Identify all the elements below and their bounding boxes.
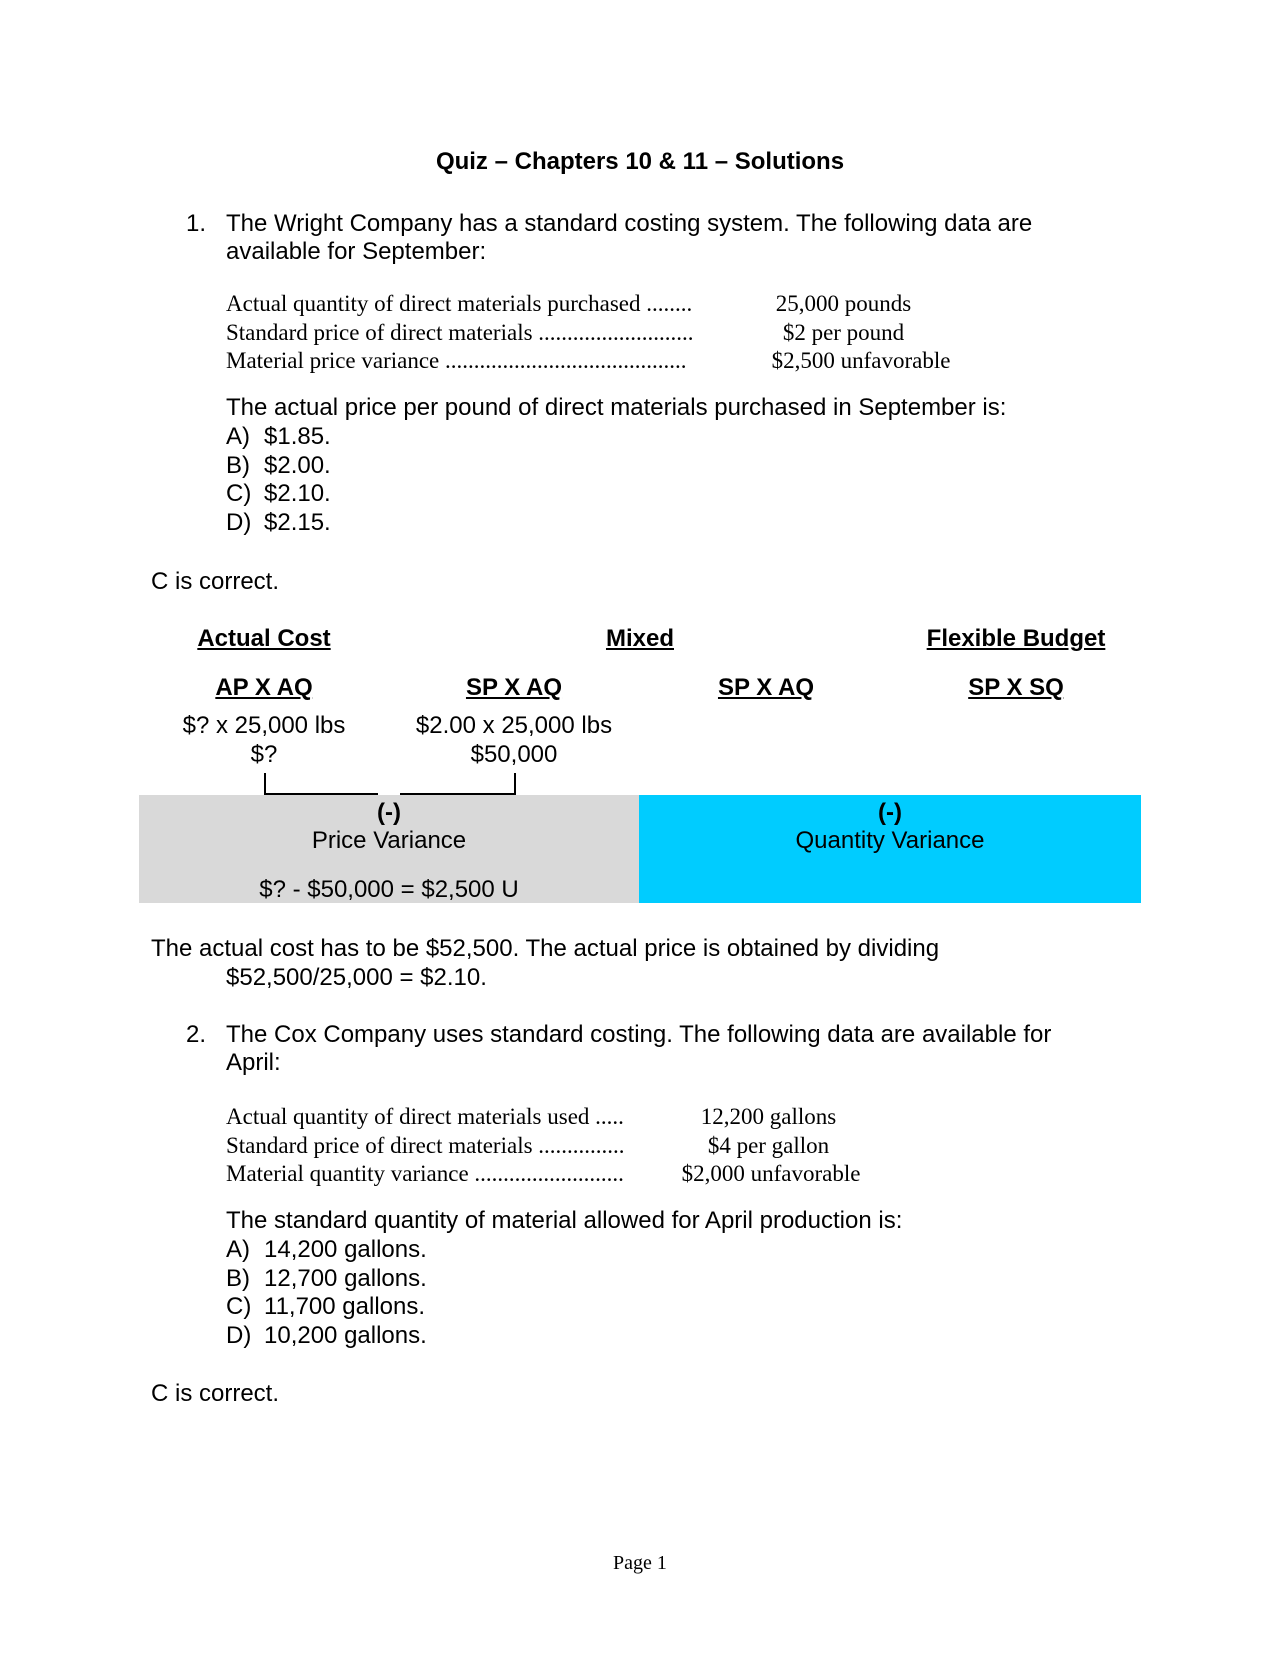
option-text: 10,200 gallons. (264, 1321, 427, 1349)
question-1-data-table (226, 290, 961, 376)
actual-cost-formula: $? x 25,000 lbs (182, 712, 346, 739)
option-letter: B) (226, 1264, 250, 1292)
data-label: Standard price of direct materials ........................... (226, 319, 694, 345)
option-letter: D) (226, 508, 252, 536)
option-letter: A) (226, 1236, 250, 1263)
option-text: $2.15. (264, 508, 331, 536)
column-ap-x-aq: AP X AQ (215, 674, 313, 701)
data-value: 12,200 gallons (700, 1104, 837, 1129)
quantity-variance-box (639, 795, 1141, 903)
question-2-options (226, 1236, 427, 1350)
data-label: Standard price of direct materials ............... (226, 1132, 625, 1158)
question-1-number: 1. (186, 210, 207, 237)
option-text: $2.10. (264, 480, 331, 507)
header-flexible-budget: Flexible Budget (926, 625, 1106, 652)
option-letter: C) (226, 480, 252, 507)
option-a (226, 423, 331, 452)
data-label: Material quantity variance .......................... (226, 1161, 624, 1186)
option-d (226, 1322, 427, 1351)
option-text: 14,200 gallons. (264, 1236, 427, 1263)
data-value: $2 per pound (782, 319, 905, 345)
explanation-line-1: The actual cost has to be $52,500. The actual price is obtained by dividing (151, 935, 940, 962)
header-actual-cost: Actual Cost (197, 625, 331, 652)
data-value: 25,000 pounds (775, 291, 912, 316)
option-c (226, 1293, 427, 1322)
option-letter: D) (226, 1321, 252, 1349)
question-1-stem: The actual price per pound of direct materials purchased in September is: (226, 394, 1007, 421)
question-2-data-table (226, 1103, 871, 1189)
column-sp-x-aq-2: SP X AQ (717, 674, 815, 701)
question-1-text: The Wright Company has a standard costing system. The following data are available for September: (226, 210, 1033, 265)
bracket-right-vertical (514, 773, 516, 795)
data-row (226, 347, 961, 376)
question-2-stem: The standard quantity of material allowed for April production is: (226, 1207, 903, 1234)
column-sp-x-sq: SP X SQ (968, 674, 1064, 701)
option-a (226, 1236, 427, 1265)
option-text: 12,700 gallons. (264, 1264, 427, 1292)
data-row (226, 1103, 871, 1132)
header-mixed: Mixed (605, 625, 674, 652)
data-value: $2,500 unfavorable (771, 348, 951, 373)
option-b (226, 452, 331, 481)
price-variance-box (139, 795, 639, 903)
data-row (226, 290, 961, 319)
question-1-options (226, 423, 331, 537)
standard-cost-formula: $2.00 x 25,000 lbs (415, 712, 613, 739)
quantity-variance-minus: (-) (878, 799, 902, 826)
option-d (226, 509, 331, 538)
actual-cost-value: $? (250, 741, 278, 768)
bracket-left-vertical (264, 773, 266, 795)
data-label: Actual quantity of direct materials used ..... (226, 1104, 624, 1129)
price-variance-calculation: $? - $50,000 = $2,500 U (259, 876, 519, 903)
question-2-number: 2. (186, 1021, 207, 1048)
data-row (226, 319, 961, 348)
question-2-text: The Cox Company uses standard costing. The following data are available for April: (226, 1021, 1052, 1076)
price-variance-minus: (-) (377, 799, 401, 826)
page-title: Quiz – Chapters 10 & 11 – Solutions (435, 148, 845, 175)
explanation-line-2: $52,500/25,000 = $2.10. (226, 964, 487, 991)
data-value: $4 per gallon (707, 1132, 830, 1158)
data-row (226, 1160, 871, 1189)
data-row (226, 1132, 871, 1161)
option-letter: B) (226, 451, 250, 479)
page-number: Page 1 (613, 1552, 667, 1574)
question-2-answer: C is correct. (151, 1380, 280, 1407)
data-label: Material price variance .......................................... (226, 348, 687, 373)
option-letter: A) (226, 423, 250, 450)
option-letter: C) (226, 1293, 252, 1320)
data-label: Actual quantity of direct materials purchased ........ (226, 291, 693, 316)
option-text: $2.00. (264, 451, 331, 479)
option-text: $1.85. (264, 423, 331, 450)
data-value: $2,000 unfavorable (681, 1161, 861, 1186)
column-sp-x-aq-1: SP X AQ (465, 674, 563, 701)
quantity-variance-label: Quantity Variance (795, 827, 985, 854)
standard-cost-value: $50,000 (470, 741, 558, 768)
option-text: 11,700 gallons. (264, 1293, 426, 1320)
option-c (226, 480, 331, 509)
question-1-answer: C is correct. (151, 568, 280, 595)
option-b (226, 1265, 427, 1294)
price-variance-label: Price Variance (311, 827, 467, 854)
